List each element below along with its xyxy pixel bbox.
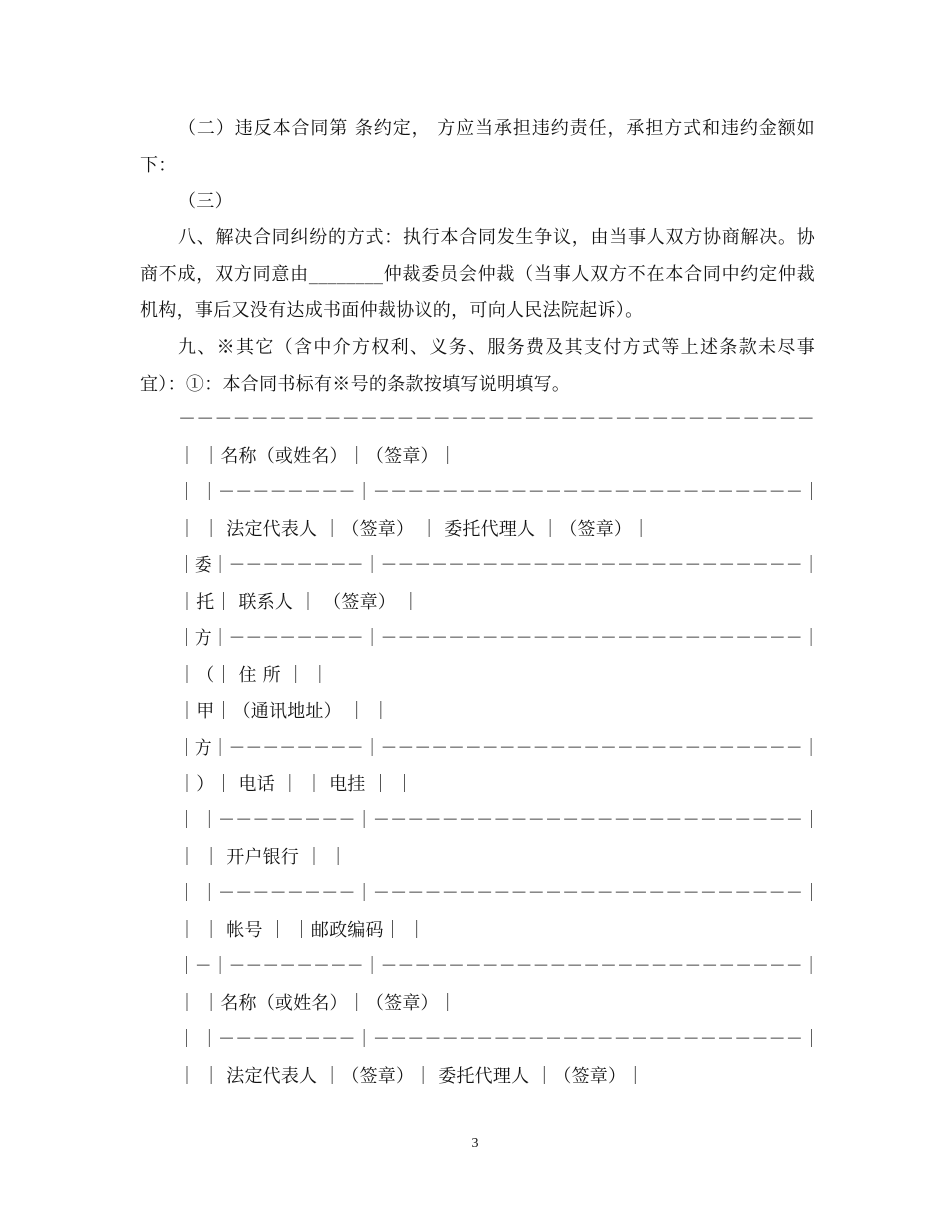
- clause-breach-three: （三）: [178, 191, 233, 212]
- table-row: ｜ ｜ 开户银行 ｜ ｜: [178, 847, 348, 868]
- table-row: ｜）｜ 电话 ｜ ｜ 电挂 ｜ ｜: [178, 774, 414, 795]
- table-row: ｜ ｜ 法定代表人 ｜（签章） ｜ 委托代理人 ｜（签章）｜: [178, 519, 651, 540]
- table-divider: ｜ ｜－－－－－－－－｜－－－－－－－－－－－－－－－－－－－－－－－－－｜: [178, 482, 821, 503]
- table-divider: ｜－｜－－－－－－－－｜－－－－－－－－－－－－－－－－－－－－－－－－－｜: [178, 956, 820, 977]
- clause-breach-two: （二）违反本合同第 条约定， 方应当承担违约责任，承担方式和违约金额如下：: [140, 118, 815, 176]
- table-row: ｜甲｜（通讯地址） ｜ ｜: [178, 701, 391, 722]
- table-row: ｜ ｜ 帐号 ｜ ｜邮政编码｜ ｜: [178, 920, 427, 941]
- table-row: ｜（｜ 住 所 ｜ ｜: [178, 665, 330, 686]
- table-row: ｜ ｜ 法定代表人 ｜（签章）｜ 委托代理人 ｜（签章）｜: [178, 1066, 645, 1087]
- page-number: 3: [471, 1136, 479, 1151]
- table-divider: ｜ ｜－－－－－－－－｜－－－－－－－－－－－－－－－－－－－－－－－－－｜: [178, 883, 821, 904]
- table-divider: ｜委｜－－－－－－－－｜－－－－－－－－－－－－－－－－－－－－－－－－－｜: [178, 555, 820, 576]
- table-row: ｜ ｜名称（或姓名）｜（签章）｜: [178, 993, 457, 1014]
- table-row: ｜托｜ 联系人 ｜ （签章） ｜: [178, 592, 421, 613]
- table-divider: ｜方｜－－－－－－－－｜－－－－－－－－－－－－－－－－－－－－－－－－－｜: [178, 738, 820, 759]
- table-divider: ｜ ｜－－－－－－－－｜－－－－－－－－－－－－－－－－－－－－－－－－－｜: [178, 810, 821, 831]
- clause-dispute-resolution: 八、解决合同纠纷的方式：执行本合同发生争议，由当事人双方协商解决。协商不成，双方同意由________仲裁委员会仲裁（当事人双方不在本合同中约定仲裁机构，事后又没有达成书面仲裁协议的，可向人民法院起诉）。: [140, 227, 815, 321]
- table-divider: ｜ ｜－－－－－－－－｜－－－－－－－－－－－－－－－－－－－－－－－－－｜: [178, 1029, 821, 1050]
- table-row: ｜ ｜名称（或姓名）｜（签章）｜: [178, 446, 457, 467]
- table-rule-top: －－－－－－－－－－－－－－－－－－－－－－－－－－－－－－－－－－－: [178, 409, 815, 430]
- table-divider: ｜方｜－－－－－－－－｜－－－－－－－－－－－－－－－－－－－－－－－－－｜: [178, 628, 820, 649]
- clause-other-terms: 九、※其它（含中介方权利、义务、服务费及其支付方式等上述条款未尽事宜）：①：本合同书标有※号的条款按填写说明填写。: [140, 337, 815, 395]
